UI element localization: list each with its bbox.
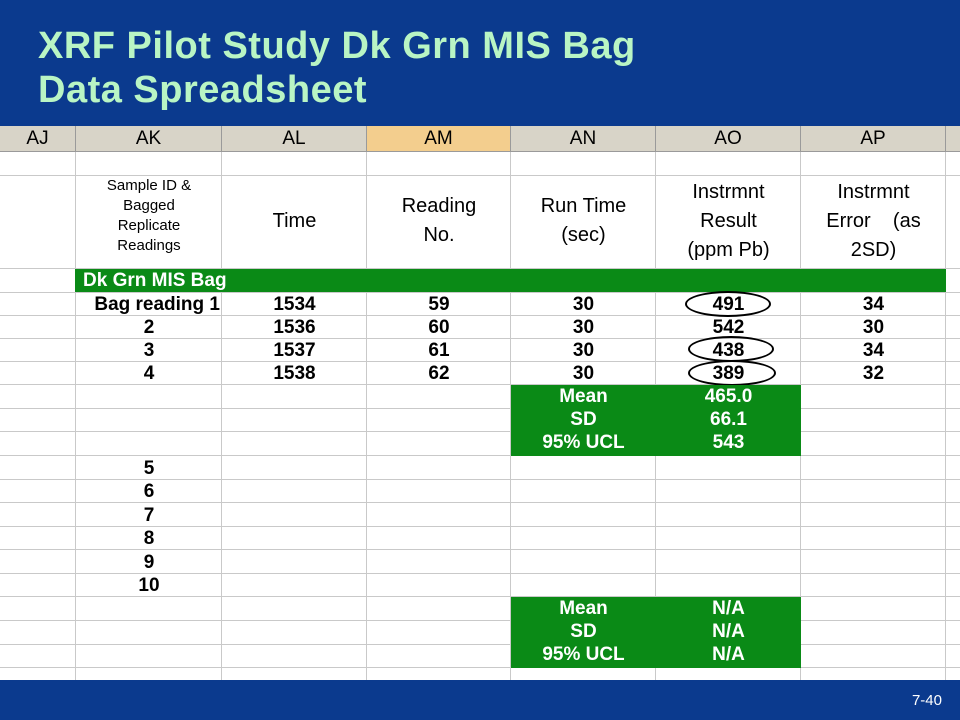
column-header-bar	[0, 126, 960, 152]
cell-result[interactable]: 542	[712, 317, 745, 338]
column-header-al[interactable]: AL	[222, 126, 367, 152]
cell-run-time[interactable]: 30	[572, 363, 595, 384]
highlight-oval	[688, 336, 774, 362]
header-reading-no[interactable]	[367, 192, 511, 250]
stat-label-sd: SD	[570, 409, 597, 430]
stat-value-ucl: 543	[712, 432, 745, 453]
list-item[interactable]: 6	[143, 481, 155, 502]
list-item[interactable]: 9	[143, 552, 155, 573]
column-header-ao[interactable]: AO	[656, 126, 801, 152]
cell-time[interactable]: 1538	[273, 363, 316, 384]
header-reading-no-line: Reading	[401, 195, 477, 217]
list-item[interactable]: 7	[143, 505, 155, 526]
stats-block-2[interactable]	[511, 597, 801, 668]
slide-footer	[0, 680, 960, 720]
stat-label-mean: Mean	[559, 386, 608, 407]
highlight-oval	[685, 291, 771, 317]
header-run-time-line: Run Time	[540, 195, 627, 217]
header-time[interactable]: Time	[272, 210, 317, 232]
column-header-am[interactable]: AM	[367, 126, 511, 152]
cell-run-time[interactable]: 30	[572, 317, 595, 338]
header-sample-id-line: Bagged	[123, 197, 175, 214]
highlight-oval	[688, 360, 776, 386]
spreadsheet-view[interactable]	[0, 126, 960, 680]
column-header-next[interactable]	[946, 126, 960, 152]
cell-result[interactable]: 438	[712, 340, 745, 361]
group-band[interactable]	[75, 269, 946, 292]
cell-result[interactable]: 389	[712, 363, 745, 384]
stat-value-mean: N/A	[712, 598, 745, 619]
stat-value-sd: 66.1	[710, 409, 747, 430]
list-item[interactable]: 10	[138, 575, 160, 596]
slide-title	[38, 24, 636, 112]
list-item[interactable]: 5	[143, 458, 155, 479]
cell-time[interactable]: 1534	[273, 294, 316, 315]
stat-label-ucl: 95% UCL	[542, 432, 625, 453]
cell-sample[interactable]: 2	[143, 317, 155, 338]
cell-error[interactable]: 34	[862, 294, 885, 315]
cell-result[interactable]: 491	[712, 294, 745, 315]
stat-label-ucl: 95% UCL	[542, 644, 625, 665]
header-error[interactable]	[801, 178, 946, 265]
slide-header	[0, 0, 960, 126]
cell-sample[interactable]: Bag reading 1	[94, 294, 220, 315]
header-sample-id[interactable]	[76, 176, 222, 256]
cell-time[interactable]: 1537	[273, 340, 316, 361]
stat-label-mean: Mean	[559, 598, 608, 619]
header-run-time-line: (sec)	[561, 224, 606, 246]
list-item[interactable]: 8	[143, 528, 155, 549]
slide-title-line-1: XRF Pilot Study Dk Grn MIS Bag	[38, 25, 636, 67]
header-result-line: Result	[700, 210, 757, 232]
cell-reading[interactable]: 62	[428, 363, 450, 384]
stat-value-mean: 465.0	[704, 386, 753, 407]
stats-block-1[interactable]	[511, 385, 801, 456]
cell-reading[interactable]: 59	[428, 294, 450, 315]
column-header-an[interactable]: AN	[511, 126, 656, 152]
header-error-line: Error (as	[826, 210, 921, 232]
cell-run-time[interactable]: 30	[572, 340, 595, 361]
header-sample-id-line: Readings	[117, 237, 181, 254]
cell-error[interactable]: 32	[862, 363, 885, 384]
cell-run-time[interactable]: 30	[572, 294, 595, 315]
header-sample-id-line: Sample ID &	[106, 177, 192, 194]
cell-time[interactable]: 1536	[273, 317, 316, 338]
group-label: Dk Grn MIS Bag	[83, 270, 227, 291]
slide-number: 7-40	[911, 692, 942, 709]
stat-value-sd: N/A	[712, 621, 745, 642]
cell-sample[interactable]: 4	[143, 363, 155, 384]
header-run-time[interactable]	[511, 192, 656, 250]
cell-sample[interactable]: 3	[143, 340, 155, 361]
cell-reading[interactable]: 60	[428, 317, 450, 338]
stat-label-sd: SD	[570, 621, 597, 642]
slide-title-line-2: Data Spreadsheet	[38, 69, 368, 111]
header-error-line: 2SD)	[850, 239, 897, 261]
header-result-line: (ppm Pb)	[687, 239, 770, 261]
column-header-ak[interactable]: AK	[76, 126, 222, 152]
cell-error[interactable]: 34	[862, 340, 885, 361]
header-reading-no-line: No.	[423, 224, 455, 246]
stat-value-ucl: N/A	[712, 644, 745, 665]
header-sample-id-line: Replicate	[117, 217, 181, 234]
column-header-ap[interactable]: AP	[801, 126, 946, 152]
header-result-line: Instrmnt	[692, 181, 765, 203]
cell-error[interactable]: 30	[862, 317, 885, 338]
header-result[interactable]	[656, 178, 801, 265]
cell-reading[interactable]: 61	[428, 340, 450, 361]
column-header-aj[interactable]: AJ	[0, 126, 76, 152]
header-error-line: Instrmnt	[837, 181, 910, 203]
